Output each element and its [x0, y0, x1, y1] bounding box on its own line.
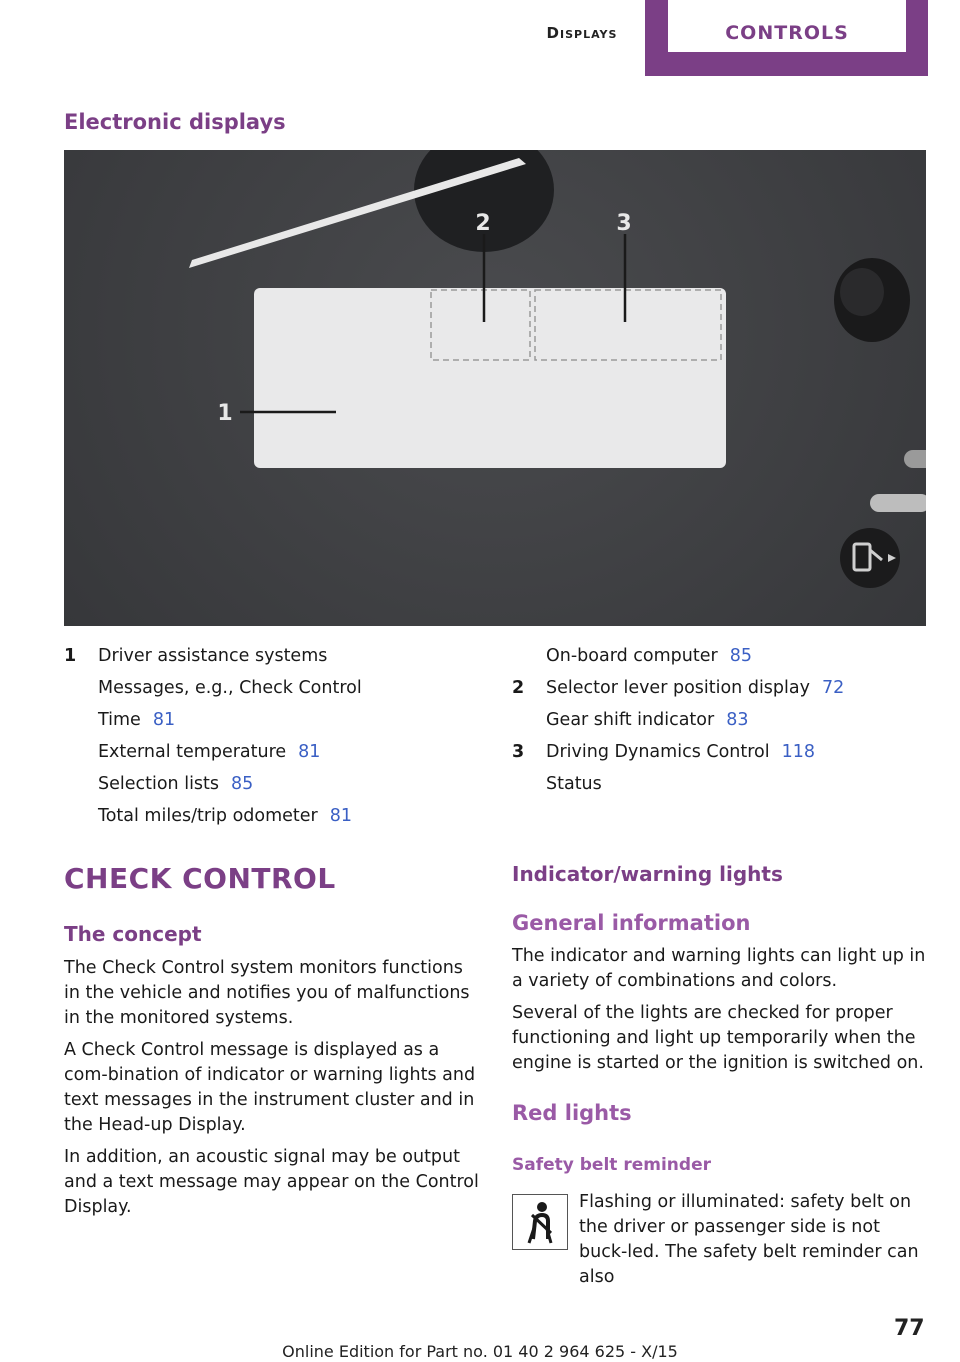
concept-paragraph-1: The Check Control system monitors functions in the vehicle and notifies you of malfunctions in the monitored systems.: [64, 958, 470, 1028]
indicator-lights-title: Indicator/warning lights: [512, 862, 783, 886]
legend-number: 1: [64, 646, 77, 666]
page-reference-link[interactable]: 85: [729, 646, 752, 666]
red-lights-title: Red lights: [512, 1101, 632, 1125]
page-reference-link[interactable]: 118: [781, 742, 816, 762]
check-control-title: CHECK CONTROL: [64, 862, 336, 895]
footer-edition: Online Edition for Part no. 01 40 2 964 625 - X/15: [282, 1342, 678, 1361]
legend-text: External temperature: [98, 742, 287, 762]
concept-paragraph-3: In addition, an acoustic signal may be output and a text message may appear on the Control Display.: [64, 1147, 479, 1217]
legend-text: Driving Dynamics Control: [546, 742, 770, 762]
callout-1: 1: [217, 401, 233, 426]
legend-text: Total miles/trip odometer: [98, 806, 318, 826]
concept-title: The concept: [64, 922, 202, 946]
legend-text: Selector lever position display: [546, 678, 810, 698]
header-section: Displays: [546, 24, 618, 42]
page-reference-link[interactable]: 81: [152, 710, 176, 730]
legend-number: 3: [512, 742, 525, 762]
legend-number: 2: [512, 678, 525, 698]
header-chapter: CONTROLS: [668, 0, 906, 52]
legend-text: Messages, e.g., Check Control: [98, 678, 362, 698]
concept-paragraph-2: A Check Control message is displayed as a com-bination of indicator or warning lights and text messages in the instrument cluster and in the Head-up Display.: [64, 1040, 476, 1135]
legend-text: Status: [546, 774, 602, 794]
legend-text: Driver assistance systems: [98, 646, 328, 666]
safety-belt-paragraph: Flashing or illuminated: safety belt on the driver or passenger side is not buck-led. The safety belt reminder can also: [579, 1192, 919, 1287]
general-paragraph-1: The indicator and warning lights can light up in a variety of combinations and colors.: [512, 946, 926, 991]
page-reference-link[interactable]: 81: [298, 742, 321, 762]
general-paragraph-2: Several of the lights are checked for proper functioning and light up temporarily when the engine is started or the ignition is switched on.: [512, 1003, 924, 1073]
page-reference-link[interactable]: 83: [726, 710, 749, 730]
legend-text: Selection lists: [98, 774, 220, 794]
electronic-displays-title: Electronic displays: [64, 110, 286, 134]
legend-text: On-board computer: [546, 646, 718, 666]
instrument-cluster-figure: [64, 150, 926, 626]
callout-3: 3: [616, 211, 632, 236]
legend-text: Time: [98, 710, 141, 730]
general-information-title: General information: [512, 911, 751, 935]
seatbelt-icon: [512, 1194, 568, 1250]
callout-2: 2: [475, 211, 491, 236]
page-number: 77: [894, 1316, 925, 1341]
safety-belt-reminder-title: Safety belt reminder: [512, 1155, 711, 1175]
legend-text: Gear shift indicator: [546, 710, 715, 730]
page-reference-link[interactable]: 72: [821, 678, 845, 698]
page-reference-link[interactable]: 85: [231, 774, 254, 794]
page-reference-link[interactable]: 81: [329, 806, 353, 826]
